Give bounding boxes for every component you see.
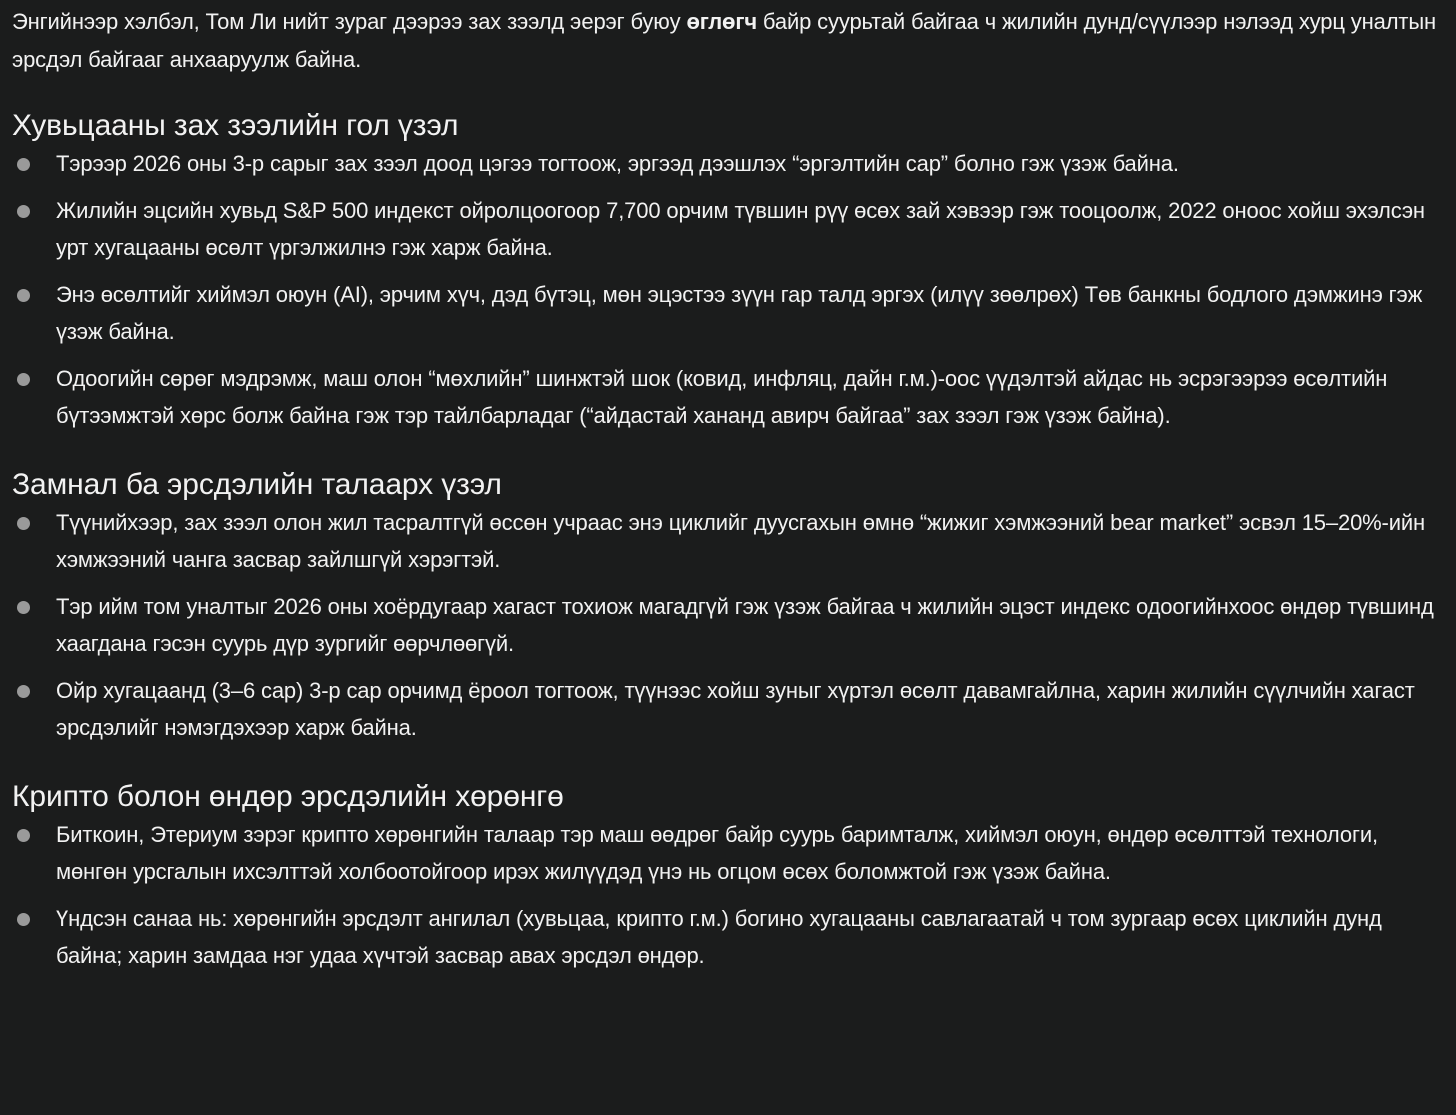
list-item	[12, 192, 1448, 267]
intro-bold-term: өглөгч	[686, 9, 757, 34]
bullet-icon	[17, 373, 30, 386]
list-item-text: Энэ өсөлтийг хиймэл оюун (AI), эрчим хүч, дэд бүтэц, мөн эцэстээ зүүн гар талд эргэх (илүү зөөлрөх) Төв банкны бодлого дэмжинэ гэж үзэж байна.	[56, 281, 1423, 344]
bullet-icon	[17, 289, 30, 302]
bullet-list-crypto	[12, 816, 1448, 975]
bullet-icon	[17, 158, 30, 171]
list-item-text: Жилийн эцсийн хувьд S&P 500 индекст ойролцоогоор 7,700 орчим түвшин рүү өсөх зай хэвээр гэж тооцоолж, 2022 оноос хойш эхэлсэн урт хугацааны өсөлт үргэлжилнэ гэж харж байна.	[56, 197, 1425, 260]
list-item	[12, 276, 1448, 351]
bullet-icon	[17, 685, 30, 698]
bullet-icon	[17, 601, 30, 614]
list-item-text: Биткоин, Этериум зэрэг крипто хөрөнгийн талаар тэр маш өөдрөг байр суурь баримталж, хиймэл оюун, өндөр өсөлттэй технологи, мөнгөн урсгалын ихсэлттэй холбоотойгоор ирэх жилүүдэд үнэ нь огцом өсөх боломжтой гэж үзэж байна.	[56, 821, 1378, 884]
list-item-text: Тэрээр 2026 оны 3-р сарыг зах зээл доод цэгээ тогтоож, эргээд дээшлэх “эргэлтийн сар” болно гэж үзэж байна.	[56, 151, 1179, 176]
list-item	[12, 816, 1448, 891]
list-item-text: Тэр ийм том уналтыг 2026 оны хоёрдугаар хагаст тохиож магадгүй гэж үзэж байгаа ч жилийн эцэст индекс одоогийнхоос өндөр түвшинд хаагдана гэсэн суурь дүр зургийг өөрчлөөгүй.	[56, 593, 1434, 656]
intro-paragraph	[12, 0, 1448, 78]
section-heading-stock-market: Хувьцааны зах зээлийн гол үзэл	[12, 109, 459, 142]
bullet-icon	[17, 205, 30, 218]
list-item	[12, 145, 1448, 183]
list-item	[12, 672, 1448, 747]
intro-text-end: байр суурьтай байгаа ч жилийн дунд/сүүлээр нэлээд хурц уналтын эрсдэл байгааг анхааруулж байна.	[12, 9, 1436, 72]
list-item	[12, 900, 1448, 975]
list-item-text: Одоогийн сөрөг мэдрэмж, маш олон “мөхлийн” шинжтэй шок (ковид, инфляц, дайн г.м.)-оос үүдэлтэй айдас нь эсрэгээрээ өсөлтийн бүтээмжтэй хөрс болж байна гэж тэр тайлбарладаг (“айдастай хананд авирч байгаа” зах зээл гэж үзэж байна).	[56, 365, 1388, 428]
list-item-text: Түүнийхээр, зах зээл олон жил тасралтгүй өссөн учраас энэ циклийг дуусгахын өмнө “жижиг хэмжээний bear market” эсвэл 15–20%-ийн хэмжээний чанга засвар зайлшгүй хэрэгтэй.	[56, 509, 1426, 572]
list-item-text: Үндсэн санаа нь: хөрөнгийн эрсдэлт ангилал (хувьцаа, крипто г.м.) богино хугацааны савлагаатай ч том зургаар өсөх циклийн дунд байна; харин замдаа нэг удаа хүчтэй засвар авах эрсдэл өндөр.	[56, 905, 1382, 968]
bullet-list-stock-market	[12, 145, 1448, 435]
bullet-icon	[17, 829, 30, 842]
intro-text-start: Энгийнээр хэлбэл, Том Ли нийт зураг дээрээ зах зээлд эерэг буюу	[12, 9, 687, 34]
section-heading-trajectory-risk: Замнал ба эрсдэлийн талаарх үзэл	[12, 467, 502, 501]
bullet-icon	[17, 517, 30, 530]
section-heading-crypto: Крипто болон өндөр эрсдэлийн хөрөнгө	[12, 779, 564, 813]
list-item	[12, 588, 1448, 663]
bullet-icon	[17, 913, 30, 926]
list-item	[12, 504, 1448, 579]
list-item	[12, 360, 1448, 435]
bullet-list-trajectory-risk	[12, 504, 1448, 747]
list-item-text: Ойр хугацаанд (3–6 сар) 3-р сар орчимд ёроол тогтоож, түүнээс хойш зуныг хүртэл өсөлт давамгайлна, харин жилийн сүүлчийн хагаст эрсдэлийг нэмэгдэхээр харж байна.	[56, 677, 1415, 740]
